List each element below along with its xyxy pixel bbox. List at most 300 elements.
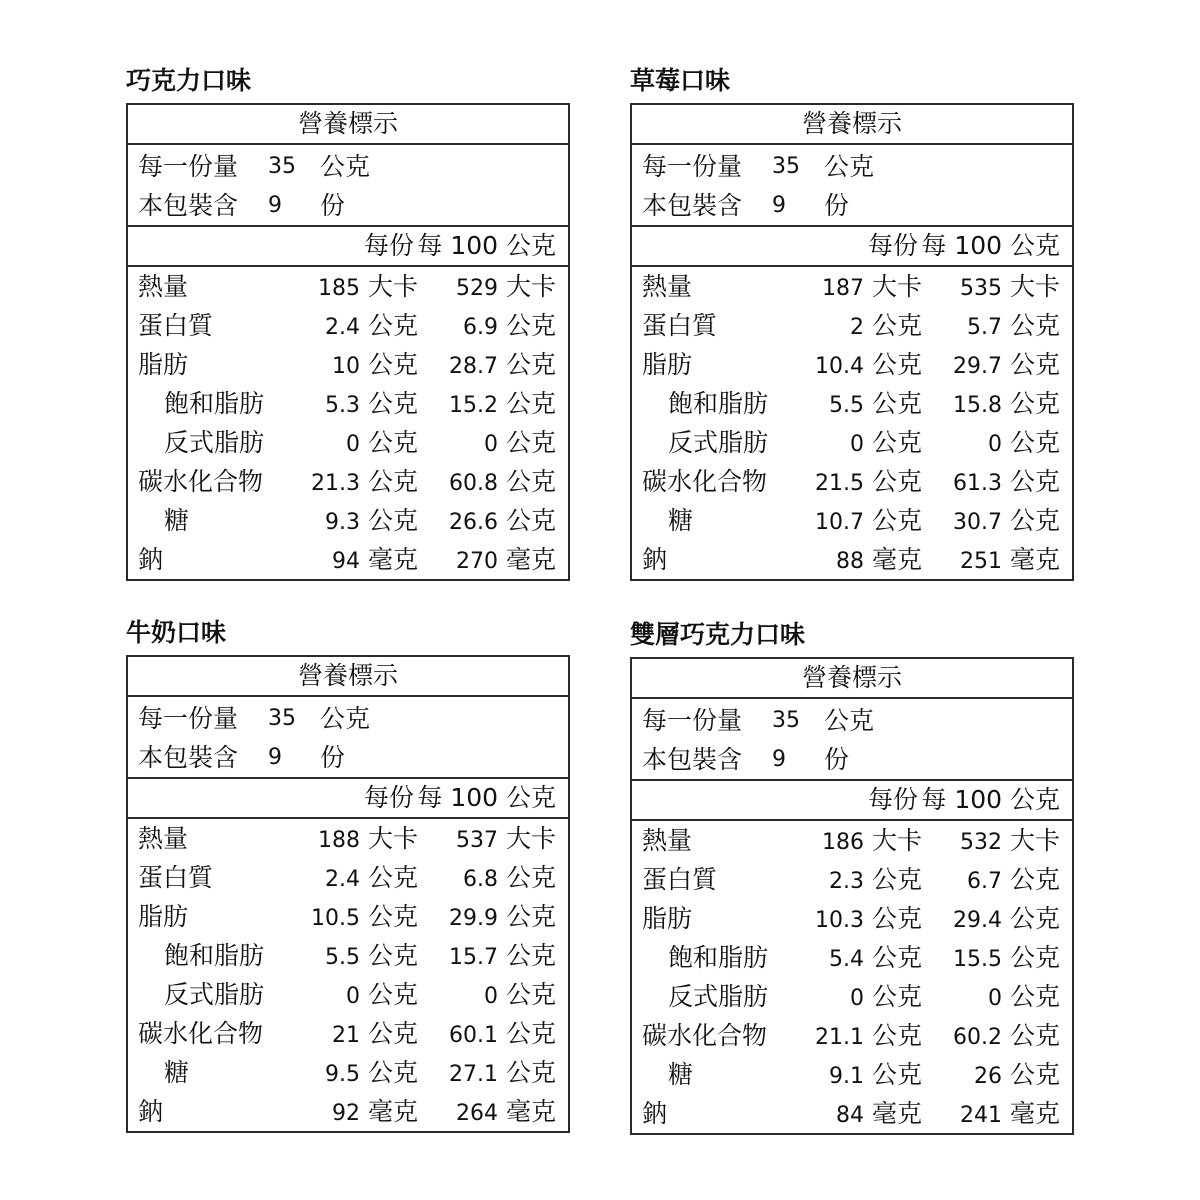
serving-size-value: 35	[268, 706, 296, 731]
nutrient-row	[632, 267, 1072, 306]
servings-per-pack-row	[128, 186, 568, 225]
nutrient-name: 飽和脂肪	[164, 941, 265, 970]
servings-per-pack-value: 9	[772, 747, 786, 772]
nutrient-row	[128, 345, 568, 384]
per-100g-number: 15.5	[953, 947, 1003, 972]
per-100g-unit: 公克	[1009, 982, 1060, 1011]
per-100g-value	[449, 1053, 556, 1094]
per-100g-number: 29.9	[449, 906, 499, 931]
per-100g-number: 28.7	[449, 354, 499, 379]
per-100g-number: 6.9	[463, 315, 499, 340]
per-serving-unit: 毫克	[871, 1099, 922, 1128]
nutrient-row	[632, 860, 1072, 899]
serving-size-value: 35	[268, 154, 296, 179]
nutrition-table	[630, 657, 1074, 1135]
per-100g-unit: 公克	[1009, 428, 1060, 457]
per-100g-value	[456, 267, 556, 308]
nutrient-row	[632, 345, 1072, 384]
per-serving-value	[325, 501, 418, 542]
per-100g-value	[953, 899, 1060, 940]
nutrient-name: 糖	[164, 506, 190, 535]
nutrient-row	[128, 975, 568, 1014]
nutrient-name: 脂肪	[642, 350, 693, 379]
nutrient-row	[128, 1014, 568, 1053]
per-100g-value	[988, 423, 1060, 464]
nutrient-name: 反式脂肪	[668, 428, 769, 457]
nutrient-row	[128, 819, 568, 858]
per-serving-value	[815, 501, 922, 542]
per-100g-number: 60.2	[953, 1025, 1003, 1050]
nutrient-name: 熱量	[642, 272, 693, 301]
per-serving-number: 0	[850, 986, 865, 1011]
per-serving-number: 10.7	[815, 510, 865, 535]
per-serving-number: 186	[822, 830, 865, 855]
per-100g-value	[967, 306, 1060, 347]
flavor-title: 草莓口味	[630, 66, 731, 95]
per-100g-number: 529	[456, 276, 499, 301]
nutrient-row	[632, 423, 1072, 462]
nutrient-list	[632, 821, 1072, 1133]
serving-section	[128, 697, 568, 779]
per-serving-unit: 公克	[367, 311, 418, 340]
per-100g-number: 241	[960, 1103, 1003, 1128]
nutrient-name: 飽和脂肪	[164, 389, 265, 418]
nutrient-name: 熱量	[138, 272, 189, 301]
per-serving-number: 9.5	[325, 1062, 361, 1087]
per-serving-number: 84	[836, 1103, 865, 1128]
per-serving-number: 187	[822, 276, 865, 301]
per-100g-number: 29.7	[953, 354, 1003, 379]
per-100g-value	[953, 462, 1060, 503]
per-100g-number: 0	[484, 984, 499, 1009]
serving-section	[632, 145, 1072, 227]
per-100g-value	[449, 345, 556, 386]
per-serving-number: 10.3	[815, 908, 865, 933]
per-100g-value	[953, 1016, 1060, 1057]
per-serving-value	[346, 423, 418, 464]
per-serving-unit: 公克	[871, 1021, 922, 1050]
per-serving-unit: 公克	[367, 941, 418, 970]
per-100g-value	[960, 267, 1060, 308]
per-serving-number: 21.5	[815, 471, 865, 496]
per-100g-number: 15.7	[449, 945, 499, 970]
per-serving-value	[325, 306, 418, 347]
nutrient-name: 飽和脂肪	[668, 389, 769, 418]
per-100g-unit: 大卡	[505, 824, 556, 853]
nutrient-row	[632, 462, 1072, 501]
per-serving-value	[332, 345, 418, 386]
nutrient-name: 熱量	[642, 826, 693, 855]
per-100g-number: 26	[974, 1064, 1003, 1089]
per-100g-unit: 毫克	[505, 545, 556, 574]
column-per-serving: 每份	[363, 231, 414, 260]
flavor-title: 巧克力口味	[126, 66, 252, 95]
nutrient-row	[128, 1053, 568, 1092]
per-100g-value	[960, 540, 1060, 581]
per-100g-value	[988, 977, 1060, 1018]
per-100g-unit: 公克	[505, 506, 556, 535]
per-100g-unit: 大卡	[1009, 272, 1060, 301]
per-serving-unit: 公克	[367, 863, 418, 892]
column-per-serving: 每份	[867, 231, 918, 260]
per-serving-unit: 大卡	[871, 272, 922, 301]
nutrient-row	[128, 462, 568, 501]
per-serving-unit: 公克	[367, 467, 418, 496]
per-100g-unit: 公克	[1009, 1021, 1060, 1050]
per-100g-value	[456, 540, 556, 581]
per-serving-number: 94	[332, 549, 361, 574]
servings-per-pack-value: 9	[772, 193, 786, 218]
nutrient-row	[632, 384, 1072, 423]
nutrient-row	[128, 936, 568, 975]
per-100g-unit: 大卡	[505, 272, 556, 301]
servings-per-pack-label: 本包裝含	[642, 745, 743, 774]
nutrient-name: 碳水化合物	[138, 1019, 264, 1048]
per-serving-unit: 公克	[367, 902, 418, 931]
per-serving-number: 188	[318, 828, 361, 853]
per-100g-unit: 公克	[505, 980, 556, 1009]
nutrient-name: 脂肪	[138, 902, 189, 931]
nutrient-row	[128, 858, 568, 897]
serving-size-unit: 公克	[320, 152, 371, 181]
per-serving-value	[332, 540, 418, 581]
nutrient-row	[128, 501, 568, 540]
nutrient-row	[128, 897, 568, 936]
per-serving-value	[850, 423, 922, 464]
servings-per-pack-unit: 份	[824, 745, 850, 774]
nutrient-name: 鈉	[138, 545, 164, 574]
nutrient-row	[632, 501, 1072, 540]
nutrient-name: 反式脂肪	[164, 980, 265, 1009]
per-serving-value	[836, 1094, 922, 1135]
serving-size-label: 每一份量	[642, 706, 743, 735]
per-serving-unit: 公克	[871, 389, 922, 418]
per-serving-number: 21.3	[311, 471, 361, 496]
per-100g-unit: 毫克	[1009, 1099, 1060, 1128]
per-serving-unit: 毫克	[871, 545, 922, 574]
nutrient-name: 飽和脂肪	[668, 943, 769, 972]
per-serving-number: 21.1	[815, 1025, 865, 1050]
per-serving-unit: 公克	[367, 1058, 418, 1087]
serving-size-unit: 公克	[320, 704, 371, 733]
per-100g-value	[456, 819, 556, 860]
per-serving-number: 2.4	[325, 867, 361, 892]
nutrient-row	[632, 1016, 1072, 1055]
per-serving-number: 5.4	[829, 947, 865, 972]
per-100g-number: 29.4	[953, 908, 1003, 933]
per-100g-unit: 公克	[1009, 865, 1060, 894]
per-serving-unit: 公克	[367, 428, 418, 457]
per-serving-value	[311, 462, 418, 503]
per-100g-number: 60.1	[449, 1023, 499, 1048]
per-100g-number: 532	[960, 830, 1003, 855]
per-100g-value	[449, 384, 556, 425]
per-100g-value	[953, 345, 1060, 386]
per-serving-value	[318, 819, 418, 860]
column-per-serving: 每份	[867, 785, 918, 814]
serving-size-row	[128, 699, 568, 738]
per-serving-number: 5.3	[325, 393, 361, 418]
nutrient-name: 蛋白質	[138, 863, 214, 892]
per-serving-value	[829, 1055, 922, 1096]
per-100g-unit: 公克	[505, 467, 556, 496]
per-100g-number: 15.2	[449, 393, 499, 418]
nutrient-row	[128, 267, 568, 306]
nutrient-name: 鈉	[642, 545, 668, 574]
per-serving-unit: 公克	[871, 506, 922, 535]
nutrient-row	[128, 384, 568, 423]
table-header: 營養標示	[632, 659, 1072, 699]
per-100g-number: 264	[456, 1101, 499, 1126]
servings-per-pack-value: 9	[268, 745, 282, 770]
column-per-100g: 每 100 公克	[417, 231, 556, 260]
table-header: 營養標示	[128, 105, 568, 145]
per-100g-number: 6.8	[463, 867, 499, 892]
serving-size-label: 每一份量	[138, 704, 239, 733]
per-100g-value	[463, 858, 556, 899]
nutrient-name: 脂肪	[642, 904, 693, 933]
servings-per-pack-row	[632, 740, 1072, 779]
per-100g-number: 270	[456, 549, 499, 574]
per-100g-unit: 公克	[505, 311, 556, 340]
per-serving-value	[829, 860, 922, 901]
nutrition-table	[630, 103, 1074, 581]
per-serving-value	[815, 345, 922, 386]
per-100g-number: 30.7	[953, 510, 1003, 535]
per-100g-number: 537	[456, 828, 499, 853]
per-serving-unit: 公克	[871, 904, 922, 933]
per-100g-unit: 公克	[505, 1019, 556, 1048]
per-100g-unit: 公克	[1009, 467, 1060, 496]
per-serving-value	[815, 899, 922, 940]
per-100g-number: 0	[484, 432, 499, 457]
per-serving-unit: 公克	[367, 980, 418, 1009]
serving-section	[128, 145, 568, 227]
per-100g-number: 0	[988, 986, 1003, 1011]
per-100g-unit: 大卡	[1009, 826, 1060, 855]
flavor-title: 雙層巧克力口味	[630, 620, 806, 649]
nutrient-row	[632, 306, 1072, 345]
table-header: 營養標示	[128, 657, 568, 697]
nutrient-row	[632, 540, 1072, 579]
nutrient-row	[128, 306, 568, 345]
per-100g-number: 60.8	[449, 471, 499, 496]
per-100g-number: 5.7	[967, 315, 1003, 340]
per-serving-number: 88	[836, 549, 865, 574]
per-serving-value	[822, 821, 922, 862]
per-100g-value	[449, 501, 556, 542]
nutrient-name: 糖	[668, 506, 694, 535]
per-serving-value	[829, 938, 922, 979]
nutrient-row	[128, 540, 568, 579]
nutrient-name: 脂肪	[138, 350, 189, 379]
nutrient-list	[128, 819, 568, 1131]
nutrient-list	[128, 267, 568, 579]
per-100g-unit: 公克	[505, 428, 556, 457]
per-serving-value	[318, 267, 418, 308]
column-header-row	[632, 227, 1072, 267]
column-header-row	[128, 779, 568, 819]
servings-per-pack-value: 9	[268, 193, 282, 218]
per-100g-unit: 公克	[505, 1058, 556, 1087]
serving-section	[632, 699, 1072, 781]
per-100g-unit: 公克	[505, 941, 556, 970]
column-per-100g: 每 100 公克	[921, 785, 1060, 814]
per-serving-unit: 大卡	[871, 826, 922, 855]
per-serving-value	[311, 897, 418, 938]
per-100g-value	[449, 462, 556, 503]
per-100g-number: 535	[960, 276, 1003, 301]
servings-per-pack-unit: 份	[320, 743, 346, 772]
per-100g-value	[960, 821, 1060, 862]
nutrient-row	[632, 938, 1072, 977]
per-100g-unit: 公克	[505, 902, 556, 931]
per-serving-value	[815, 462, 922, 503]
per-100g-number: 251	[960, 549, 1003, 574]
table-header: 營養標示	[632, 105, 1072, 145]
per-serving-value	[815, 1016, 922, 1057]
serving-size-unit: 公克	[824, 706, 875, 735]
nutrient-row	[632, 899, 1072, 938]
per-serving-number: 9.1	[829, 1064, 865, 1089]
nutrient-row	[128, 423, 568, 462]
per-100g-value	[484, 975, 556, 1016]
nutrient-name: 反式脂肪	[668, 982, 769, 1011]
per-serving-number: 5.5	[325, 945, 361, 970]
per-serving-number: 21	[332, 1023, 361, 1048]
per-serving-unit: 公克	[367, 389, 418, 418]
per-100g-unit: 公克	[1009, 904, 1060, 933]
per-serving-value	[836, 540, 922, 581]
per-serving-value	[822, 267, 922, 308]
serving-size-label: 每一份量	[138, 152, 239, 181]
per-serving-unit: 公克	[871, 311, 922, 340]
nutrient-name: 蛋白質	[642, 865, 718, 894]
per-serving-value	[850, 306, 922, 347]
per-100g-unit: 毫克	[505, 1097, 556, 1126]
per-serving-unit: 公克	[367, 350, 418, 379]
per-100g-unit: 毫克	[1009, 545, 1060, 574]
servings-per-pack-row	[632, 186, 1072, 225]
nutrient-name: 糖	[164, 1058, 190, 1087]
per-100g-value	[953, 501, 1060, 542]
per-serving-value	[325, 384, 418, 425]
per-serving-number: 2.3	[829, 869, 865, 894]
per-100g-value	[953, 938, 1060, 979]
per-100g-value	[953, 384, 1060, 425]
per-serving-number: 0	[850, 432, 865, 457]
per-serving-number: 0	[346, 984, 361, 1009]
per-100g-value	[456, 1092, 556, 1133]
per-serving-value	[829, 384, 922, 425]
per-100g-number: 15.8	[953, 393, 1003, 418]
nutrient-name: 熱量	[138, 824, 189, 853]
column-header-row	[128, 227, 568, 267]
per-100g-value	[484, 423, 556, 464]
nutrient-name: 反式脂肪	[164, 428, 265, 457]
per-100g-number: 6.7	[967, 869, 1003, 894]
per-serving-unit: 公克	[871, 1060, 922, 1089]
per-serving-unit: 公克	[871, 467, 922, 496]
per-serving-number: 10.4	[815, 354, 865, 379]
per-serving-unit: 公克	[871, 428, 922, 457]
per-100g-unit: 公克	[1009, 350, 1060, 379]
nutrient-row	[632, 977, 1072, 1016]
nutrient-name: 碳水化合物	[138, 467, 264, 496]
nutrient-list	[632, 267, 1072, 579]
per-100g-unit: 公克	[1009, 1060, 1060, 1089]
per-100g-unit: 公克	[505, 350, 556, 379]
nutrient-name: 糖	[668, 1060, 694, 1089]
per-100g-unit: 公克	[1009, 506, 1060, 535]
nutrient-name: 碳水化合物	[642, 467, 768, 496]
per-serving-number: 5.5	[829, 393, 865, 418]
nutrient-name: 蛋白質	[138, 311, 214, 340]
nutrition-table	[126, 655, 570, 1133]
nutrient-name: 碳水化合物	[642, 1021, 768, 1050]
per-serving-unit: 大卡	[367, 824, 418, 853]
nutrient-row	[632, 1094, 1072, 1133]
column-per-serving: 每份	[363, 783, 414, 812]
per-serving-value	[850, 977, 922, 1018]
serving-size-unit: 公克	[824, 152, 875, 181]
serving-size-row	[128, 147, 568, 186]
per-serving-value	[346, 975, 418, 1016]
per-100g-number: 61.3	[953, 471, 1003, 496]
per-serving-unit: 公克	[367, 506, 418, 535]
per-100g-unit: 公克	[1009, 311, 1060, 340]
per-serving-number: 0	[346, 432, 361, 457]
per-serving-unit: 公克	[871, 350, 922, 379]
serving-size-row	[632, 147, 1072, 186]
column-header-row	[632, 781, 1072, 821]
per-100g-number: 26.6	[449, 510, 499, 535]
column-per-100g: 每 100 公克	[417, 783, 556, 812]
per-100g-value	[449, 1014, 556, 1055]
nutrient-row	[632, 821, 1072, 860]
per-100g-number: 0	[988, 432, 1003, 457]
serving-size-label: 每一份量	[642, 152, 743, 181]
servings-per-pack-label: 本包裝含	[138, 191, 239, 220]
column-per-100g: 每 100 公克	[921, 231, 1060, 260]
per-serving-value	[325, 858, 418, 899]
per-serving-unit: 公克	[367, 1019, 418, 1048]
servings-per-pack-unit: 份	[320, 191, 346, 220]
nutrient-name: 鈉	[138, 1097, 164, 1126]
servings-per-pack-unit: 份	[824, 191, 850, 220]
per-100g-value	[967, 860, 1060, 901]
flavor-title: 牛奶口味	[126, 618, 227, 647]
per-serving-value	[325, 1053, 418, 1094]
per-serving-unit: 公克	[871, 865, 922, 894]
per-serving-value	[332, 1014, 418, 1055]
nutrient-name: 蛋白質	[642, 311, 718, 340]
servings-per-pack-row	[128, 738, 568, 777]
nutrition-table	[126, 103, 570, 581]
per-serving-value	[332, 1092, 418, 1133]
per-100g-unit: 公克	[505, 863, 556, 892]
per-serving-number: 2	[850, 315, 865, 340]
per-serving-number: 2.4	[325, 315, 361, 340]
per-serving-unit: 公克	[871, 943, 922, 972]
per-serving-number: 10	[332, 354, 361, 379]
servings-per-pack-label: 本包裝含	[642, 191, 743, 220]
per-serving-unit: 公克	[871, 982, 922, 1011]
per-100g-value	[974, 1055, 1060, 1096]
per-100g-value	[449, 897, 556, 938]
per-serving-number: 185	[318, 276, 361, 301]
per-serving-unit: 大卡	[367, 272, 418, 301]
